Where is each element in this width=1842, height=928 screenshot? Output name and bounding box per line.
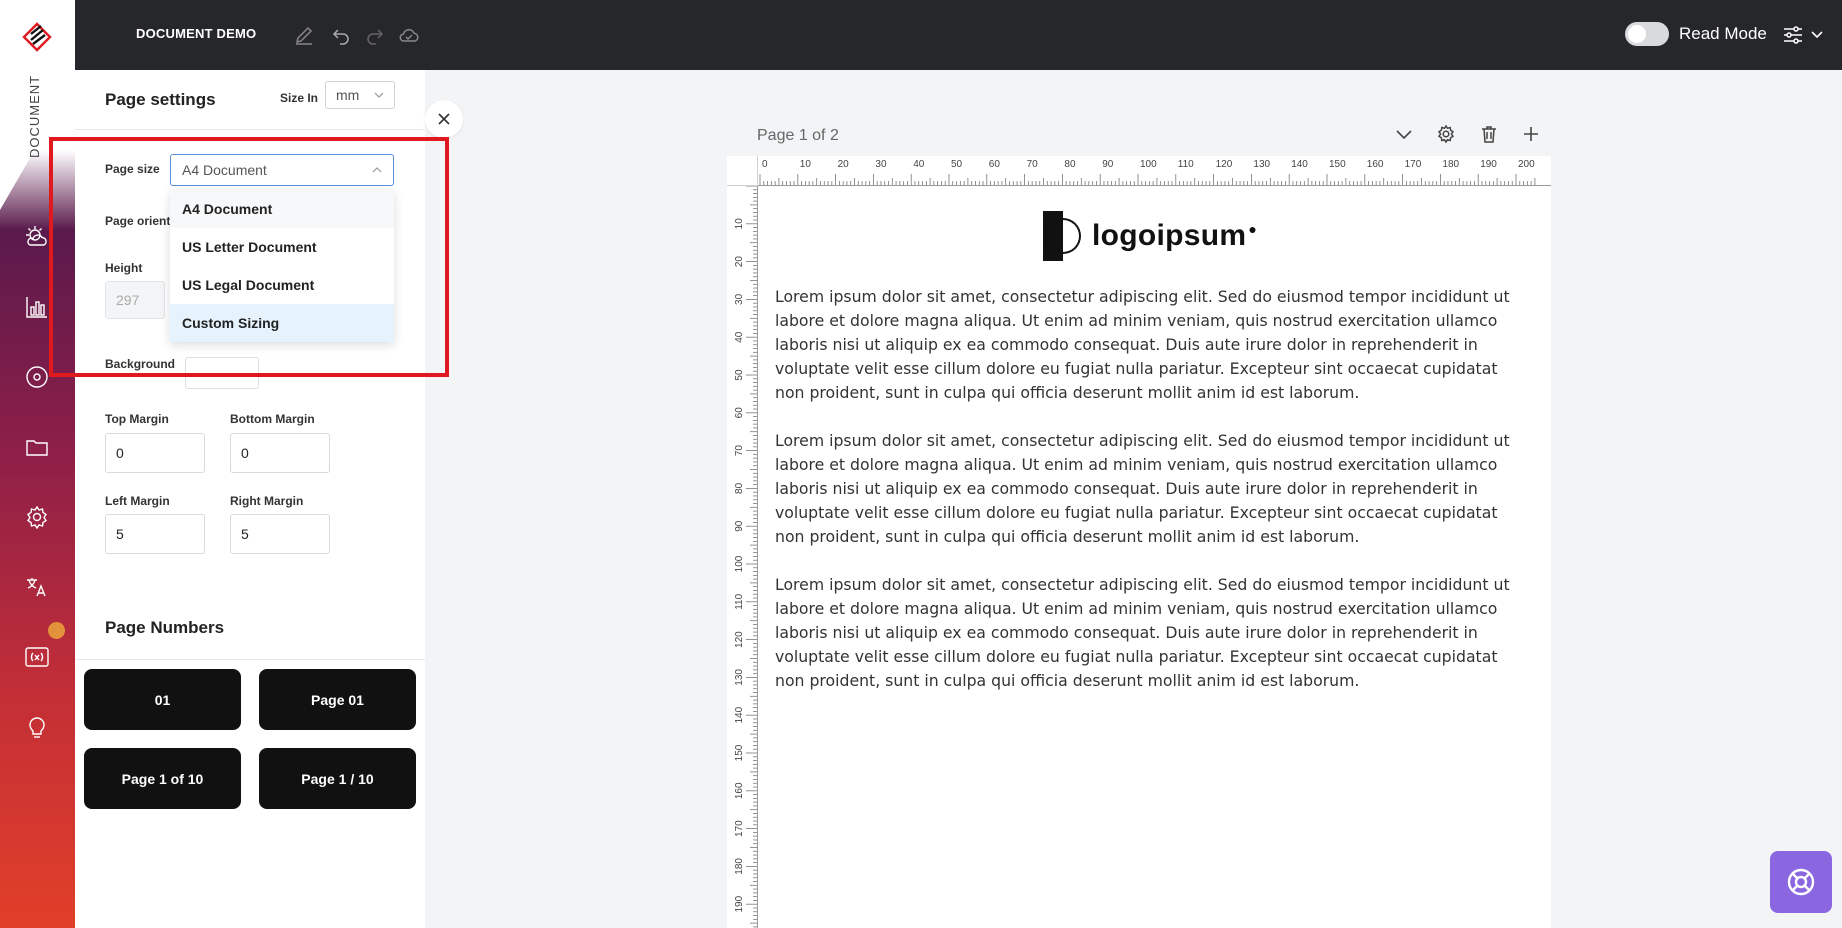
ruler-label: 80 [1064,159,1076,170]
page-number-format-button[interactable]: 01 [84,669,241,730]
close-panel-button[interactable] [425,100,463,138]
ruler-label: 40 [734,331,745,343]
page-number-format-button[interactable]: Page 1 / 10 [259,748,416,809]
page-indicator: Page 1 of 2 [757,127,839,144]
logoipsum-mark-icon [1042,210,1082,262]
top-bar [75,0,1842,70]
size-in-label: Size In [280,91,319,105]
right-margin-field[interactable]: 5 [230,514,330,554]
ruler-label: 150 [1329,159,1346,170]
ruler-label: 20 [734,256,745,268]
ruler-label: 130 [734,669,745,686]
panel-title: Page settings [105,90,216,109]
disc-icon[interactable] [22,362,52,392]
ruler-label: 10 [734,218,745,230]
ruler-label: 120 [1215,159,1233,170]
ruler-label: 70 [1026,159,1038,170]
horizontal-ruler [758,156,1551,186]
ruler-label: 140 [734,706,745,724]
ruler-label: 70 [734,445,745,457]
ruler-label: 190 [734,895,745,913]
gear-icon[interactable] [1434,122,1458,146]
logo-text: logoipsum [1092,219,1247,252]
help-button[interactable] [1770,851,1832,913]
ruler-label: 200 [1518,159,1535,170]
ruler-corner [727,156,758,186]
notification-badge [48,622,65,639]
bottom-margin-field[interactable]: 0 [230,433,330,473]
dropdown-option-us-letter[interactable]: US Letter Document [182,239,317,255]
ruler-label: 40 [913,159,925,170]
divider [75,129,425,130]
variable-icon[interactable] [22,642,52,672]
ruler-label: 110 [1177,159,1194,170]
dropdown-option-a4[interactable]: A4 Document [170,190,394,228]
page-size-label: Page size [105,162,160,176]
trash-icon[interactable] [1477,122,1501,146]
chevron-down-icon [374,90,384,100]
ruler-label: 30 [875,159,887,170]
read-mode-toggle[interactable] [1625,22,1669,46]
highlight-frame [49,137,449,377]
lifebuoy-icon [1785,866,1817,898]
folder-icon[interactable] [22,432,52,462]
pen-icon[interactable] [291,22,317,48]
ruler-label: 180 [1442,159,1460,170]
bottom-margin-label: Bottom Margin [230,412,315,426]
chevron-down-icon[interactable] [1392,122,1416,146]
dropdown-option-custom[interactable]: Custom Sizing [170,304,394,342]
ruler-label: 80 [734,482,745,494]
ruler-label: 150 [734,744,745,762]
close-icon [436,111,452,127]
page-size-value: A4 Document [182,162,267,178]
cloud-icon[interactable] [396,22,422,48]
ruler-label: 100 [734,555,745,573]
page-numbers-title: Page Numbers [105,618,225,637]
left-margin-label: Left Margin [105,494,170,508]
settings-sliders-icon[interactable] [1782,22,1828,48]
ruler-label: 140 [1291,159,1308,170]
ruler-label: 120 [734,631,745,648]
ruler-label: 160 [1366,159,1384,170]
plus-icon[interactable] [1519,122,1543,146]
ruler-label: 0 [762,159,768,170]
page-orientation-label: Page orient [105,214,171,228]
ruler-label: 50 [951,159,963,170]
ruler-label: 50 [734,369,745,381]
unit-value: mm [336,87,360,103]
paragraph: Lorem ipsum dolor sit amet, consectetur adipiscing elit. Sed do eiusmod tempor incididunt ut labore et dolore magna aliqua. Ut enim ad minim veniam, quis nostrud exercitation ullamco laboris nisi ut aliquip ex ea commodo consequat. Duis aute irure dolor in reprehenderit in voluptate velit esse cillum dolore eu fugiat nulla pariatur. Excepteur sint occaecat cupidatat non proident, sunt in culpa qui officia deserunt mollit anim id est laborum. [775,575,1510,690]
brand-logo-icon[interactable] [22,22,52,52]
logo [1042,210,1257,262]
ruler-label: 90 [1102,159,1114,170]
ruler-label: 20 [837,159,849,170]
paragraph: Lorem ipsum dolor sit amet, consectetur adipiscing elit. Sed do eiusmod tempor incididunt ut labore et dolore magna aliqua. Ut enim ad minim veniam, quis nostrud exercitation ullamco laboris nisi ut aliquip ex ea commodo consequat. Duis aute irure dolor in reprehenderit in voluptate velit esse cillum dolore eu fugiat nulla pariatur. Excepteur sint occaecat cupidatat non proident, sunt in culpa qui officia deserunt mollit anim id est laborum. [775,287,1510,402]
page-number-format-button[interactable]: Page 01 [259,669,416,730]
chart-icon[interactable] [22,292,52,322]
brand-word: DOCUMENT [27,74,42,158]
top-margin-label: Top Margin [105,412,169,426]
ruler-label: 130 [1253,159,1271,170]
ruler-label: 190 [1480,159,1497,170]
chevron-down-icon [1810,28,1824,42]
gear-icon[interactable] [22,502,52,532]
ruler-label: 100 [1140,159,1157,170]
background-label: Background [105,357,176,371]
ruler-label: 170 [1404,159,1422,170]
divider [75,659,425,660]
dropdown-option-us-legal[interactable]: US Legal Document [182,277,315,293]
ruler-label: 160 [734,782,745,800]
ruler-label: 10 [799,159,811,170]
lightbulb-icon[interactable] [22,712,52,742]
redo-icon[interactable] [362,22,388,48]
document-title: DOCUMENT DEMO [136,26,257,41]
ruler-label: 180 [734,858,745,875]
ruler-label: 60 [734,407,745,419]
right-margin-label: Right Margin [230,494,304,508]
logo-dot-icon: ● [1248,221,1257,237]
ruler-label: 90 [734,520,745,532]
read-mode-label: Read Mode [1679,24,1767,43]
vertical-ruler [727,186,758,928]
ruler-label: 110 [734,593,745,610]
ruler-label: 60 [988,159,1000,170]
height-label: Height [105,261,143,275]
height-field[interactable]: 297 [105,281,165,319]
translate-icon[interactable] [22,572,52,602]
ruler-label: 30 [734,293,745,305]
unit-select[interactable] [325,81,395,109]
page-number-format-button[interactable]: Page 1 of 10 [84,748,241,809]
left-margin-field[interactable]: 5 [105,514,205,554]
top-margin-field[interactable]: 0 [105,433,205,473]
document-page[interactable] [758,186,1551,928]
undo-icon[interactable] [328,22,354,48]
ruler-label: 170 [734,820,745,837]
weather-icon[interactable] [22,222,52,252]
paragraph: Lorem ipsum dolor sit amet, consectetur adipiscing elit. Sed do eiusmod tempor incididunt ut labore et dolore magna aliqua. Ut enim ad minim veniam, quis nostrud exercitation ullamco laboris nisi ut aliquip ex ea commodo consequat. Duis aute irure dolor in reprehenderit in voluptate velit esse cillum dolore eu fugiat nulla pariatur. Excepteur sint occaecat cupidatat non proident, sunt in culpa qui officia deserunt mollit anim id est laborum. [775,431,1510,546]
